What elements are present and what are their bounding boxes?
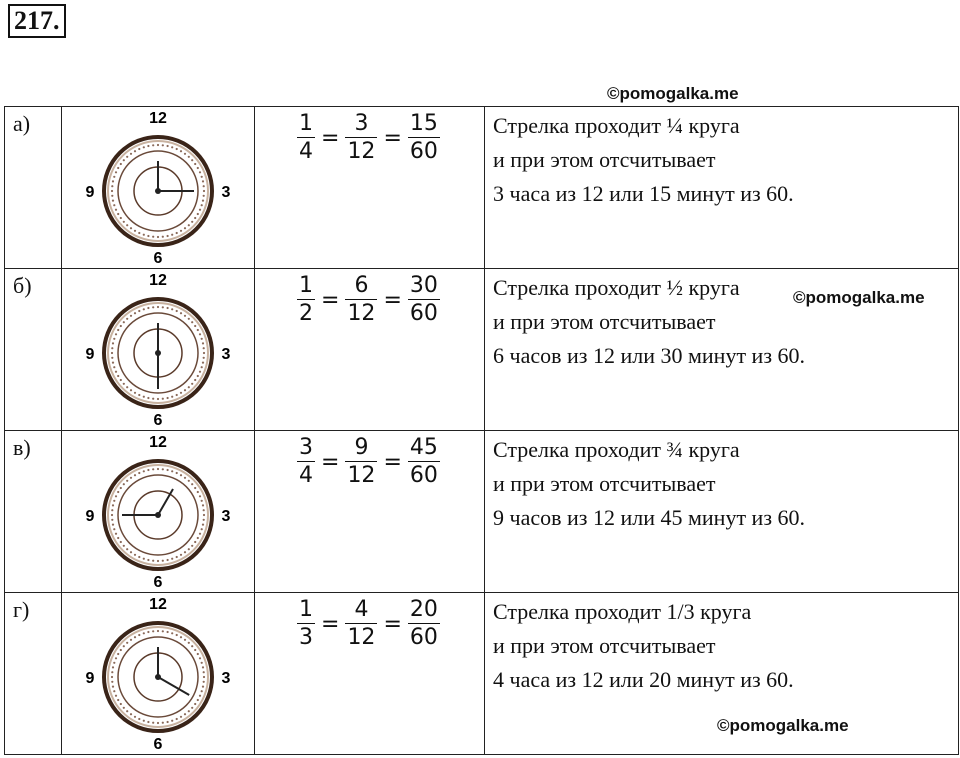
explanation-line: и при этом отсчитывает — [493, 471, 716, 496]
fraction-numerator: 6 — [354, 273, 369, 298]
clock-face — [62, 431, 254, 591]
equals-sign: = — [321, 450, 340, 475]
fraction — [345, 111, 377, 166]
clock-label-6: 6 — [153, 412, 163, 429]
explanation-line: Стрелка проходит 1/3 круга — [493, 599, 752, 624]
fraction-denominator: 60 — [409, 463, 438, 488]
table-row — [5, 431, 959, 593]
table-row — [5, 269, 959, 431]
clock-cell — [62, 269, 255, 431]
fraction — [345, 435, 377, 490]
fraction — [345, 597, 377, 652]
row-letter: а) — [13, 111, 31, 136]
fraction-denominator: 12 — [347, 301, 376, 326]
clock-cell — [62, 431, 255, 593]
fraction-numerator: 9 — [354, 435, 369, 460]
fraction-numerator: 15 — [409, 111, 438, 136]
explanation-cell — [485, 431, 959, 593]
row-letter: в) — [13, 435, 31, 460]
fraction-denominator: 12 — [347, 139, 376, 164]
fraction — [297, 435, 315, 490]
fraction — [408, 273, 440, 328]
fraction-numerator: 20 — [409, 597, 438, 622]
fraction-denominator: 4 — [299, 139, 313, 164]
fraction-numerator: 45 — [409, 435, 438, 460]
row-letter: г) — [13, 597, 30, 622]
clock-label-6: 6 — [153, 250, 163, 267]
explanation-line: Стрелка проходит ¼ круга — [493, 113, 740, 138]
fraction — [408, 435, 440, 490]
fraction-denominator: 3 — [299, 625, 313, 650]
fraction-denominator: 2 — [299, 301, 313, 326]
task-number: 217. — [8, 4, 66, 38]
explanation-line: и при этом отсчитывает — [493, 309, 716, 334]
equals-sign: = — [383, 288, 402, 313]
table-row — [5, 593, 959, 755]
fraction-numerator: 1 — [299, 111, 313, 136]
clock-label-9: 9 — [85, 346, 95, 363]
watermark-top: ©pomogalka.me — [607, 84, 739, 103]
equals-sign: = — [383, 612, 402, 637]
explanation-cell — [485, 269, 959, 431]
clock-label-12: 12 — [149, 110, 167, 127]
clock-label-3: 3 — [221, 670, 231, 687]
fraction-numerator: 4 — [354, 597, 369, 622]
clock-label-9: 9 — [85, 184, 95, 201]
fraction — [345, 273, 377, 328]
fraction-denominator: 4 — [299, 463, 313, 488]
fraction-denominator: 60 — [409, 139, 438, 164]
clock-label-9: 9 — [85, 508, 95, 525]
fraction-numerator: 3 — [354, 111, 369, 136]
fraction-denominator: 60 — [409, 301, 438, 326]
equals-sign: = — [383, 126, 402, 151]
fraction-denominator: 12 — [347, 625, 376, 650]
clock-label-3: 3 — [221, 346, 231, 363]
row-letter: б) — [13, 273, 32, 298]
fraction-numerator: 3 — [299, 435, 313, 460]
watermark-bottom: ©pomogalka.me — [717, 716, 849, 735]
clock-face — [62, 269, 254, 429]
fraction — [297, 111, 315, 166]
clock-face — [62, 593, 254, 753]
explanation-line: и при этом отсчитывает — [493, 633, 716, 658]
clock-face — [62, 107, 254, 267]
explanation-cell — [485, 593, 959, 755]
clock-cell — [62, 107, 255, 269]
fraction-equation — [255, 433, 484, 490]
clock-cell — [62, 593, 255, 755]
clock-label-3: 3 — [221, 184, 231, 201]
equals-sign: = — [321, 288, 340, 313]
clock-hand — [158, 677, 189, 695]
clock-label-9: 9 — [85, 670, 95, 687]
answer-table — [4, 106, 959, 755]
watermark-middle: ©pomogalka.me — [793, 288, 925, 307]
clock-label-12: 12 — [149, 272, 167, 289]
explanation-line: Стрелка проходит ½ круга — [493, 275, 740, 300]
explanation-line: и при этом отсчитывает — [493, 147, 716, 172]
table-row — [5, 107, 959, 269]
fraction-denominator: 12 — [347, 463, 376, 488]
equals-sign: = — [383, 450, 402, 475]
fraction-denominator: 60 — [409, 625, 438, 650]
explanation-line: Стрелка проходит ¾ круга — [493, 437, 740, 462]
fraction-equation — [255, 271, 484, 328]
explanation-line: 3 часа из 12 или 15 минут из 60. — [493, 181, 794, 206]
fraction — [297, 273, 315, 328]
equals-sign: = — [321, 612, 340, 637]
fraction-numerator: 1 — [299, 273, 313, 298]
clock-label-12: 12 — [149, 596, 167, 613]
fraction-equation — [255, 595, 484, 652]
fraction — [297, 597, 315, 652]
explanation-line: 4 часа из 12 или 20 минут из 60. — [493, 667, 794, 692]
explanation-cell — [485, 107, 959, 269]
fraction-numerator: 1 — [299, 597, 313, 622]
fraction — [408, 597, 440, 652]
explanation-line: 9 часов из 12 или 45 минут из 60. — [493, 505, 806, 530]
clock-label-3: 3 — [221, 508, 231, 525]
fraction — [408, 111, 440, 166]
clock-label-6: 6 — [153, 574, 163, 591]
explanation-line: 6 часов из 12 или 30 минут из 60. — [493, 343, 806, 368]
fraction-equation — [255, 109, 484, 166]
clock-label-6: 6 — [153, 736, 163, 753]
clock-label-12: 12 — [149, 434, 167, 451]
fraction-numerator: 30 — [409, 273, 438, 298]
equals-sign: = — [321, 126, 340, 151]
